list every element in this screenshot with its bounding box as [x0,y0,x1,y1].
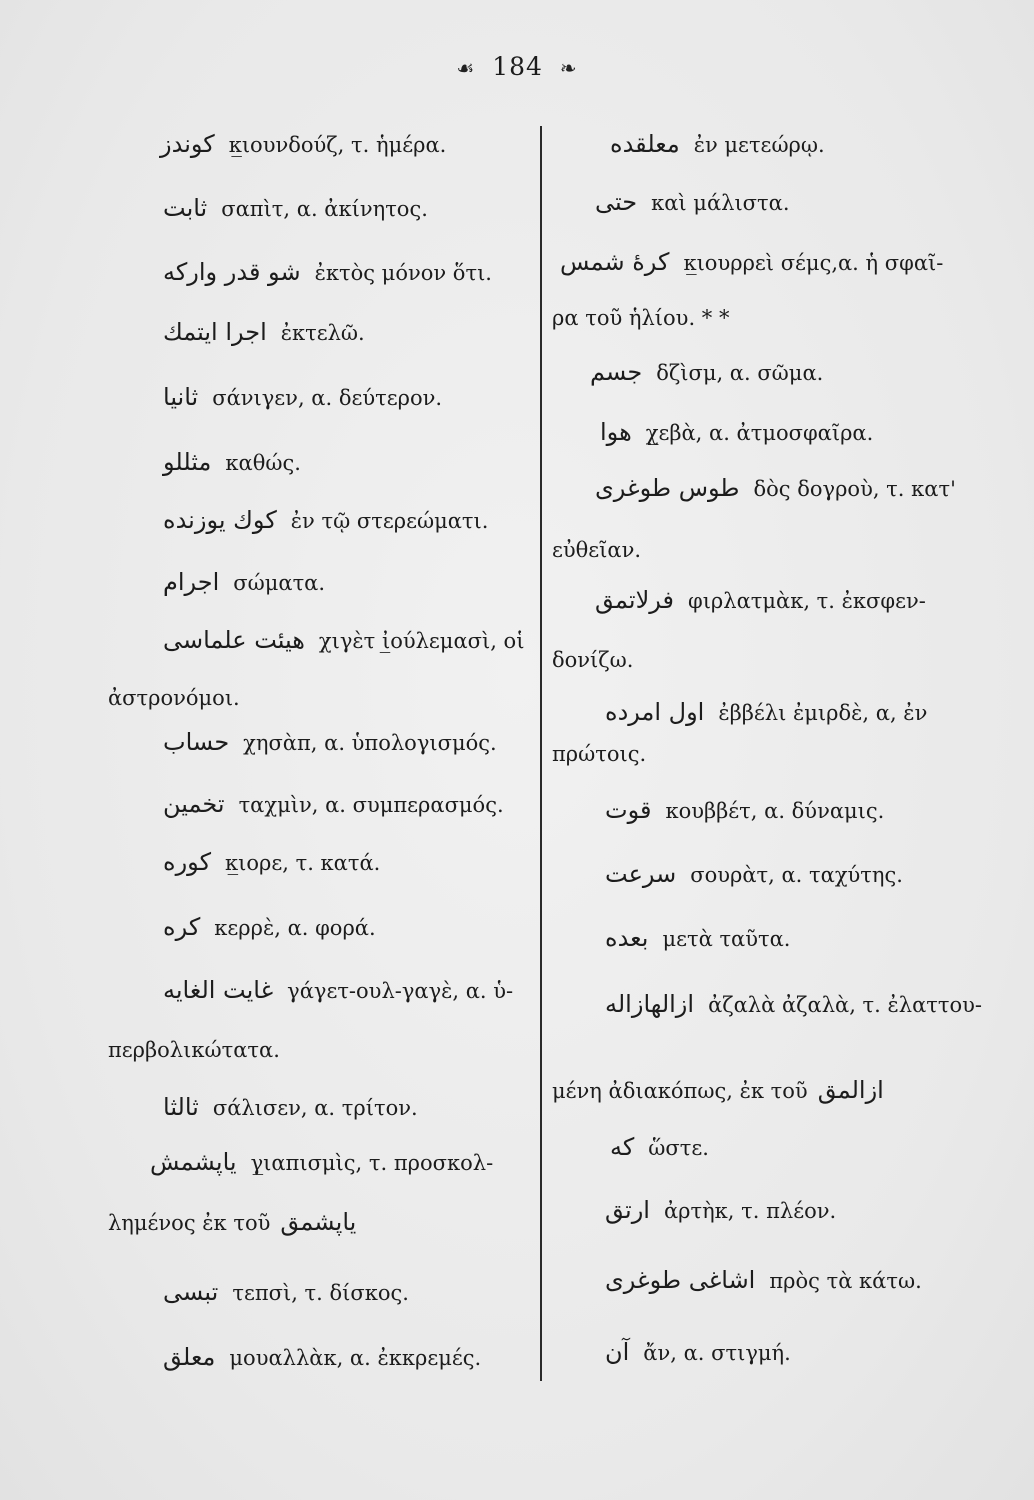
ottoman-word: ازالمق [817,1076,884,1104]
dictionary-entry [163,850,380,874]
greek-gloss: ἐκτελῶ. [280,321,365,345]
dictionary-entry [108,1210,356,1234]
ottoman-word: اشاغى طوغرى [605,1266,756,1294]
dictionary-entry [605,992,982,1016]
greek-gloss: μουαλλὰκ, α. ἐκκρεμές. [229,1346,482,1370]
dictionary-entry [605,798,884,822]
greek-gloss: ἀρτὴκ, τ. πλέον. [663,1199,837,1223]
ottoman-word: تبسى [163,1278,219,1306]
greek-gloss: σάνιγεν, α. δεύτερον. [212,386,443,410]
ottoman-word: بعده [605,924,649,952]
ottoman-word: قوت [605,796,652,824]
greek-gloss: τεπσὶ, τ. δίσκος. [232,1281,409,1305]
greek-gloss: χ̲εβὰ, α. ἀτμοσφαῖρα. [645,421,874,445]
greek-gloss: ἐν τῷ στερεώματι. [290,509,489,533]
dictionary-entry [600,420,873,444]
greek-gloss: σώματα. [233,571,326,595]
dictionary-entry [108,688,240,709]
ottoman-word: ياپشمق [280,1208,357,1236]
ottoman-word: كوندز [160,130,215,158]
dictionary-entry [590,360,823,384]
ottoman-word: اجرا ايتمك [163,318,267,346]
greek-gloss: καθώς. [225,451,301,475]
ottoman-word: ارتق [605,1196,650,1224]
greek-gloss: δζὶσμ, α. σῶμα. [656,361,824,385]
greek-gloss: φιρλατμὰκ, τ. ἐκσφεν- [687,589,926,613]
greek-gloss: κ̲ιουρρεὶ σέμς,α. ἡ σφαῖ- [683,251,944,275]
greek-gloss: ταχμὶν, α. συμπερασμός. [238,793,504,817]
dictionary-entry [163,628,524,652]
greek-gloss: γ̲ιαπισμὶς, τ. προσκολ- [250,1151,494,1175]
ottoman-word: كره [163,913,201,941]
greek-gloss: καὶ μάλιστα. [651,191,790,215]
dictionary-entry [610,132,825,156]
greek-gloss: σουρὰτ, α. ταχύτης. [690,863,903,887]
dictionary-entry [163,915,376,939]
dictionary-entry [595,588,926,612]
ottoman-word: هوا [600,418,632,446]
ottoman-word: اجرام [163,568,220,596]
greek-gloss: δὸς δογροὺ, τ. κατ' [753,477,956,501]
ottoman-word: ثالثا [163,1093,199,1121]
greek-gloss: ἐββέλι ἐμιρδὲ, α, ἐν [718,701,928,725]
ottoman-word: كه [610,1133,635,1161]
dictionary-entry [163,570,325,594]
dictionary-entry [605,1198,836,1222]
dictionary-entry [605,1268,922,1292]
dictionary-entry [552,540,641,561]
greek-gloss: κουββέτ, α. δύναμις. [665,799,885,823]
dictionary-entry [163,792,504,816]
ottoman-word: آن [605,1338,630,1366]
dictionary-entry [605,700,927,724]
greek-gloss: ἄν, α. στιγμή. [643,1341,791,1365]
dictionary-entry [163,1280,409,1304]
ottoman-word: معلقده [610,130,680,158]
dictionary-entry [595,190,790,214]
ottoman-word: ثانيا [163,383,199,411]
dictionary-entry [160,132,446,156]
dictionary-entry [163,508,488,532]
dictionary-entry [560,250,943,274]
dictionary-entry [605,926,790,950]
ottoman-word: اول امرده [605,698,705,726]
greek-gloss: ἐν μετεώρῳ. [693,133,825,157]
dictionary-entry [552,308,729,329]
dictionary-entry [163,260,492,284]
ottoman-word: كوك يوزنده [163,506,277,534]
dictionary-entry [163,320,365,344]
greek-gloss: μένη ἀδιακόπως, ἐκ τοῦ [552,1079,808,1103]
dictionary-entry [552,744,646,765]
greek-gloss: γάγετ-ουλ-γαγὲ, α. ὑ- [287,979,514,1003]
column-divider [540,126,542,1381]
dictionary-entry [605,862,903,886]
greek-gloss: μετὰ ταῦτα. [662,927,791,951]
dictionary-entry [163,385,442,409]
ottoman-word: جسم [590,358,643,386]
ottoman-word: طوس طوغرى [595,474,740,502]
greek-gloss: περβολικώτατα. [108,1038,280,1062]
greek-gloss: κ̲ιορε, τ. κατά. [225,851,381,875]
dictionary-entry [552,650,633,671]
page-header [0,52,1034,81]
greek-gloss: πρὸς τὰ κάτω. [769,1269,922,1293]
dictionary-entry [163,450,301,474]
greek-gloss: σάλισεν, α. τρίτον. [212,1096,418,1120]
greek-gloss: κ̲ιουνδούζ, τ. ἡμέρα. [228,133,447,157]
dictionary-entry [605,1340,791,1364]
dictionary-entry [595,476,956,500]
greek-gloss: ρα τοῦ ἡλίου. * * [552,306,730,330]
greek-gloss: ὥστε. [648,1136,709,1160]
dictionary-entry [108,1040,280,1061]
greek-gloss: ἐκτὸς μόνον ὅτι. [314,261,492,285]
ottoman-word: مثللو [163,448,212,476]
ottoman-word: فرلاتمق [595,586,674,614]
ottoman-word: حتى [595,188,638,216]
dictionary-entry [163,196,428,220]
right-ornament: ❧ [559,56,578,80]
greek-gloss: δονίζω. [552,648,634,672]
dictionary-entry [552,1078,884,1102]
greek-gloss: χιγὲτ ἰ̲ούλεμασὶ, οἱ [318,629,525,653]
dictionary-entry [150,1150,493,1174]
greek-gloss: ἀστρονόμοι. [108,686,240,710]
ottoman-word: هيئت علماسى [163,626,305,654]
greek-gloss: εὐθεῖαν. [552,538,642,562]
ottoman-word: غايت الغايه [163,976,274,1004]
greek-gloss: σαπὶτ, α. ἀκίνητος. [221,197,428,221]
dictionary-entry [163,1095,418,1119]
dictionary-entry [163,978,513,1002]
greek-gloss: ἀζαλὰ ἀζαλὰ, τ. ἐλαττου- [708,993,983,1017]
left-ornament: ☙ [456,56,476,80]
ottoman-word: تخمين [163,790,225,818]
ottoman-word: ازالهازاله [605,990,695,1018]
ottoman-word: ثابت [163,194,208,222]
ottoman-word: معلق [163,1343,216,1371]
dictionary-entry [163,730,497,754]
greek-gloss: χησὰπ, α. ὑπολογισμός. [243,731,497,755]
dictionary-entry [610,1135,709,1159]
greek-gloss: λημένος ἐκ τοῦ [108,1211,271,1235]
dictionary-entry [163,1345,481,1369]
ottoman-word: حساب [163,728,230,756]
ottoman-word: ياپشمش [150,1148,237,1176]
ottoman-word: كوره [163,848,211,876]
ottoman-word: شو قدر واركه [163,258,301,286]
ottoman-word: سرعت [605,860,677,888]
greek-gloss: πρώτοις. [552,742,647,766]
page-number: 184 [492,52,543,81]
ottoman-word: كرهٔ شمس [560,248,670,276]
greek-gloss: κερρὲ, α. φορά. [214,916,376,940]
